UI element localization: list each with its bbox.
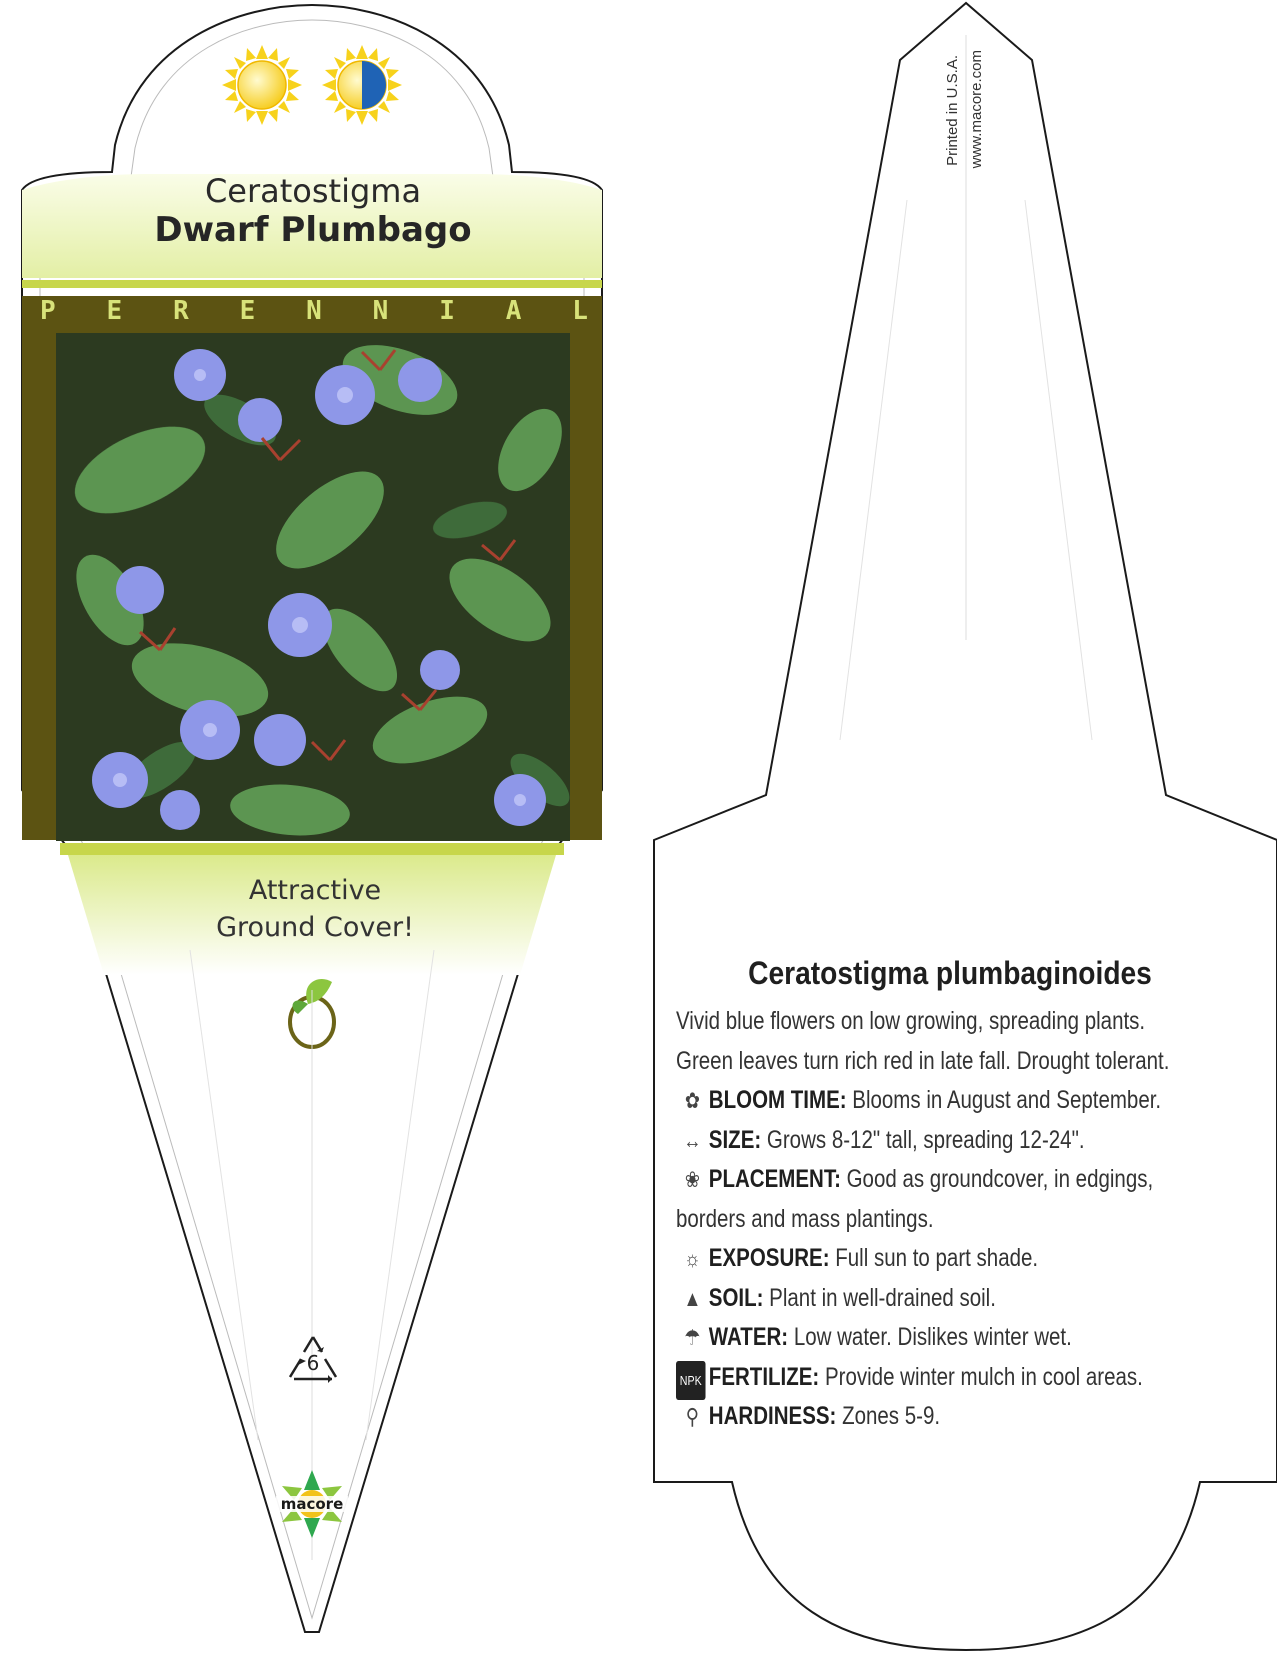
watering-can-icon: ☂ [684,1325,701,1350]
exposure-row [676,1239,1135,1279]
placement-row [676,1160,1154,1200]
common-name-title: Dwarf Plumbago [154,210,472,250]
printed-in-usa: Printed in U.S.A. [944,55,961,166]
npk-icon: NPK [676,1361,706,1401]
category-letter: I [439,296,455,326]
category-letter: L [572,296,588,326]
bloom-text: Blooms in August and September. [846,1086,1162,1114]
plant-info-body [676,1002,1236,1437]
website-url: www.macore.com [968,50,985,169]
soil-label: SOIL: [708,1283,764,1312]
category-letter: P [40,296,56,326]
macore-logo [268,1468,356,1540]
placement-label: PLACEMENT: [708,1165,841,1193]
category-letter: E [106,296,123,326]
water-label: WATER: [708,1323,789,1351]
fertilize-row [676,1358,1143,1398]
brand-name: macore [280,1495,344,1513]
fertilize-text: Provide winter mulch in cool areas. [819,1362,1143,1391]
sun-icon: ☼ [684,1246,701,1271]
soil-row [676,1279,1135,1319]
recycle-number: 6 [306,1351,320,1375]
soil-icon: ▲ [683,1285,702,1311]
size-row [676,1121,1135,1161]
category-letter: N [306,296,322,326]
recycle-icon [284,1333,342,1383]
size-arrows-icon: ↔ [683,1127,702,1153]
fertilize-label: FERTILIZE: [708,1362,820,1391]
scientific-name: Ceratostigma plumbaginoides [748,955,1152,991]
plants-icon: ❀ [684,1167,700,1192]
placement-text: Good as groundcover, in edgings, [840,1165,1154,1193]
tagline-line: Attractive [248,875,382,906]
bloom-label: BLOOM TIME: [708,1086,847,1114]
tagline-line: Ground Cover! [216,912,414,943]
hardiness-text: Zones 5-9. [836,1402,941,1430]
genus-title: Ceratostigma [204,172,422,210]
full-sun-icon [222,45,302,125]
placement-continued: borders and mass plantings. [676,1204,934,1233]
plant-photo [56,331,578,841]
exposure-label: EXPOSURE: [708,1244,830,1272]
bloom-time-row [676,1081,1162,1121]
category-letter: R [173,296,189,326]
hardiness-row [676,1397,1135,1437]
size-label: SIZE: [708,1125,762,1154]
category-letter: E [239,296,256,326]
thermometer-icon: ⚲ [685,1404,700,1429]
size-text: Grows 8-12" tall, spreading 12-24". [761,1125,1085,1154]
hardiness-label: HARDINESS: [708,1402,837,1430]
description-line: Green leaves turn rich red in late fall. Drought tolerant. [676,1046,1170,1075]
description-line: Vivid blue flowers on low growing, spreading plants. [676,1007,1146,1035]
soil-text: Plant in well-drained soil. [763,1283,996,1312]
category-label [40,296,588,326]
category-letter: N [372,296,389,326]
flower-icon: ✿ [684,1088,700,1113]
water-text: Low water. Dislikes winter wet. [788,1323,1072,1351]
part-shade-icon [322,45,402,125]
exposure-text: Full sun to part shade. [829,1244,1039,1272]
water-row [676,1318,1135,1358]
category-letter: A [505,296,522,326]
tagline [90,872,540,946]
